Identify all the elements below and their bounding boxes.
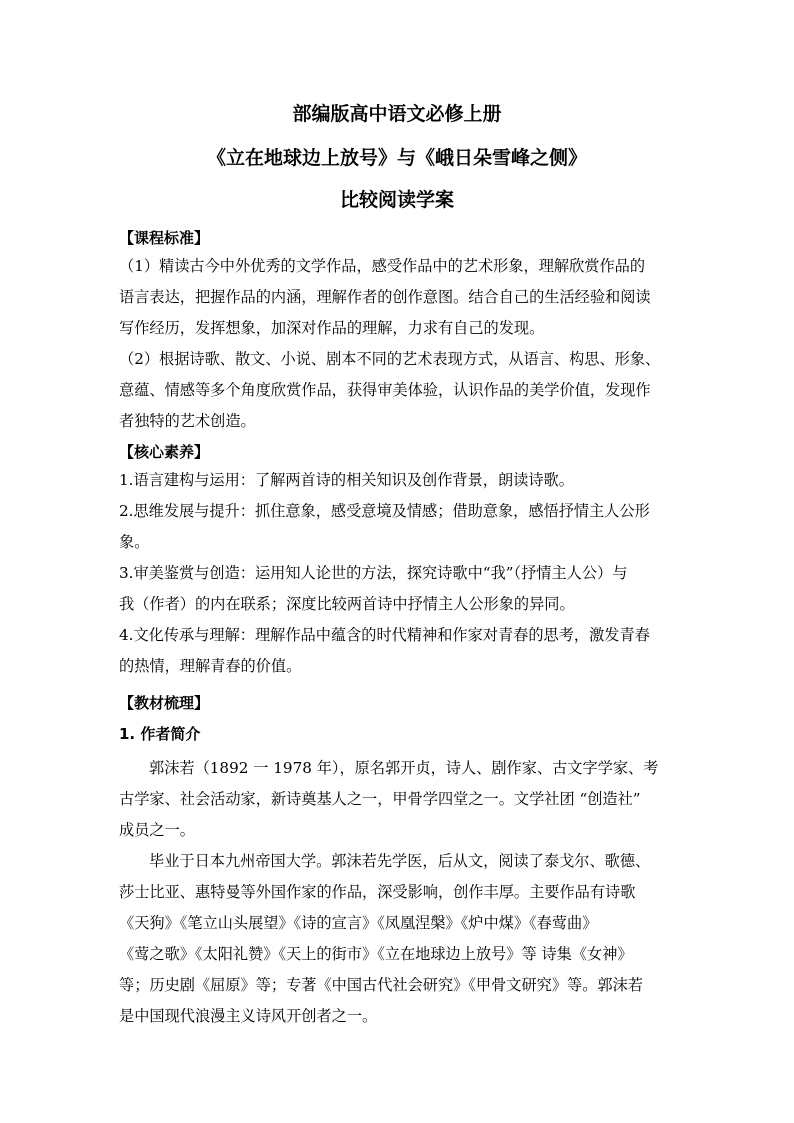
paragraph-line: 是中国现代浪漫主义诗风开创者之一。: [119, 1007, 378, 1025]
paragraph-line: 郭沫若（1892 一 1978 年），原名郭开贞，诗人、剧作家、古文字学家、考: [149, 759, 659, 777]
paragraph-line: 的热情，理解青春的价值。: [119, 657, 302, 675]
section-heading-curriculum-standard: 【课程标准】: [119, 229, 210, 247]
paragraph-line: （1）精读古今中外优秀的文学作品，感受作品中的艺术形象，理解欣赏作品的: [119, 257, 646, 275]
document-title-line-2: 《立在地球边上放号》与《峨日朵雪峰之侧》: [206, 147, 587, 169]
paragraph-line: 《天狗》《笔立山头展望》《诗的宣言》《凤凰涅槃》《炉中煤》《春莺曲》: [119, 914, 598, 932]
subsection-heading-author-intro: 1. 作者简介: [119, 725, 201, 743]
paragraph-line: 写作经历，发挥想象，加深对作品的理解，力求有自己的发现。: [119, 319, 545, 337]
document-title-line-3: 比较阅读学案: [339, 189, 454, 211]
paragraph-line: （2）根据诗歌、散文、小说、剧本不同的艺术表现方式，从语言、构思、形象、: [119, 350, 661, 368]
paragraph-line: 语言表达，把握作品的内涵，理解作者的创作意图。结合自己的生活经验和阅读: [119, 288, 651, 306]
paragraph-line: 我（作者）的内在联系；深度比较两首诗中抒情主人公形象的异同。: [119, 595, 575, 613]
paragraph-line: 莎士比亚、惠特曼等外国作家的作品，深受影响，创作丰厚。主要作品有诗歌: [119, 883, 636, 901]
paragraph-line: 者独特的艺术创造。: [119, 412, 256, 430]
paragraph-line: 等；历史剧《屈原》等；专著《中国古代社会研究》《甲骨文研究》等。郭沫若: [119, 976, 643, 994]
document-title-line-1: 部编版高中语文必修上册: [292, 103, 502, 125]
paragraph-line: 成员之一。: [119, 821, 195, 839]
paragraph-line: 4.文化传承与理解：理解作品中蕴含的时代精神和作家对青春的思考，激发青春: [119, 626, 650, 644]
paragraph-line: 毕业于日本九州帝国大学。郭沫若先学医，后从文，阅读了泰戈尔、歌德、: [149, 852, 651, 870]
paragraph-line: 古学家、社会活动家，新诗奠基人之一，甲骨学四堂之一。文学社团 “创造社”: [119, 790, 641, 808]
paragraph-line: 2.思维发展与提升：抓住意象，感受意境及情感；借助意象，感悟抒情主人公形: [119, 502, 650, 520]
paragraph-line: 《莺之歌》《太阳礼赞》《天上的街市》《立在地球边上放号》等 诗集《女神》: [119, 945, 633, 963]
paragraph-line: 意蕴、情感等多个角度欣赏作品，获得审美体验，认识作品的美学价值，发现作: [119, 381, 651, 399]
paragraph-line: 3.审美鉴赏与创造：运用知人论世的方法，探究诗歌中“我”（抒情主人公）与: [119, 564, 628, 582]
section-heading-core-literacy: 【核心素养】: [119, 443, 210, 461]
section-heading-textbook-review: 【教材梳理】: [119, 694, 210, 712]
paragraph-line: 1.语言建构与运用：了解两首诗的相关知识及创作背景，朗读诗歌。: [119, 471, 574, 489]
paragraph-line: 象。: [119, 533, 150, 551]
